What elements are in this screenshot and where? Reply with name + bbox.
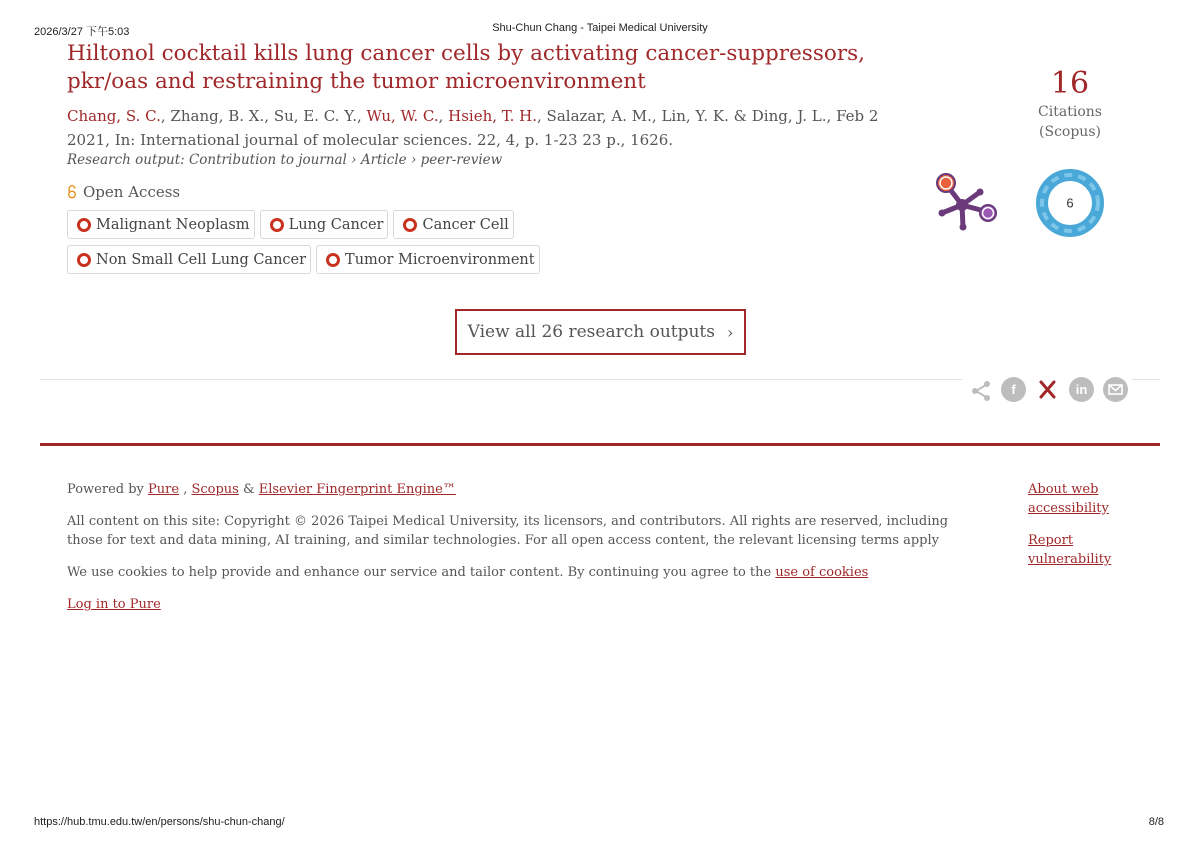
author-name: Su, E. C. Y. [273, 107, 357, 125]
print-url: https://hub.tmu.edu.tw/en/persons/shu-chun-chang/ [34, 816, 285, 828]
separator: , [179, 482, 192, 497]
author-separator: , [438, 107, 449, 125]
research-output-type: Research output: Contribution to journal › Article › peer-review [67, 152, 503, 168]
keyword-ring-icon [76, 252, 92, 268]
chevron-right-icon: › [726, 322, 734, 342]
facebook-icon[interactable]: f [1001, 377, 1026, 402]
keyword-ring-icon [402, 217, 418, 233]
keyword-label: Malignant Neoplasm [96, 216, 250, 233]
copyright-notice: All content on this site: Copyright © 2026 Taipei Medical University, its licensors, and contributors. All rights are reserved, including those for text and data mining, AI training, and similar technologies. For all open access content, the relevant licensing terms apply [67, 514, 949, 548]
fingerprint-link[interactable]: Elsevier Fingerprint Engine™ [258, 482, 456, 497]
citation-count-block[interactable] [1030, 66, 1110, 142]
fingerprint-keywords [67, 210, 727, 274]
citation-count: 16 [1050, 66, 1090, 101]
pure-link[interactable]: Pure [148, 482, 180, 497]
keyword-chip[interactable] [316, 245, 540, 274]
login-link[interactable]: Log in to Pure [67, 597, 161, 612]
open-access-label: Open Access [83, 183, 181, 201]
keyword-ring-icon [76, 217, 92, 233]
author-link[interactable]: Wu, W. C. [366, 107, 439, 125]
author-separator: , [160, 107, 171, 125]
footer-divider [40, 443, 1160, 446]
x-icon[interactable] [1035, 377, 1060, 402]
print-page-title: Shu-Chun Chang - Taipei Medical University [492, 22, 708, 34]
keyword-label: Lung Cancer [288, 216, 384, 233]
citation-source: (Scopus) [1039, 124, 1101, 140]
keyword-label: Cancer Cell [422, 216, 509, 233]
keyword-label: Tumor Microenvironment [345, 251, 535, 268]
author-separator: , [357, 107, 367, 125]
keyword-ring-icon [325, 252, 341, 268]
author-link[interactable]: Chang, S. C. [67, 107, 161, 125]
linkedin-icon[interactable]: in [1069, 377, 1094, 402]
author-name: Zhang, B. X. [170, 107, 265, 125]
author-link[interactable]: Hsieh, T. H. [448, 107, 537, 125]
divider [1132, 379, 1160, 380]
citation-details: , Feb 2 2021, In: International journal of molecular sciences. 22, 4, p. 1-23 23 p., 1626. [67, 107, 879, 149]
powered-by [67, 480, 456, 499]
author-name: Salazar, A. M. [546, 107, 652, 125]
divider [40, 379, 962, 380]
powered-by-prefix: Powered by [67, 482, 149, 497]
author-separator: , [264, 107, 274, 125]
print-page-number: 8/8 [1148, 816, 1164, 828]
scopus-link[interactable]: Scopus [191, 482, 239, 497]
cookie-notice [67, 563, 868, 582]
publication-title[interactable]: Hiltonol cocktail kills lung cancer cells by activating cancer-suppressors, pkr/oas and restraining the tumor microenvironment [67, 41, 865, 94]
altmetric-donut-icon[interactable] [1034, 167, 1106, 239]
cookie-text: We use cookies to help provide and enhance our service and tailor content. By continuing you agree to the [67, 565, 776, 580]
citation-label: Citations [1038, 104, 1102, 120]
author-separator: & [728, 107, 752, 125]
cookies-link[interactable]: use of cookies [775, 565, 869, 580]
open-access-badge [67, 183, 180, 201]
print-datetime: 2026/3/27 下午5:03 [34, 26, 130, 38]
author-name: Ding, J. L. [751, 107, 827, 125]
email-icon[interactable] [1103, 377, 1128, 402]
keyword-label: Non Small Cell Lung Cancer [96, 251, 307, 268]
plumx-icon[interactable] [932, 170, 1002, 232]
keyword-ring-icon [269, 217, 285, 233]
view-all-outputs-button[interactable] [455, 309, 746, 355]
author-separator: , [651, 107, 662, 125]
keyword-chip[interactable] [393, 210, 513, 239]
altmetric-score: 6 [1066, 195, 1074, 211]
login-row [67, 595, 161, 614]
view-all-label: View all 26 research outputs [467, 322, 715, 342]
footer-links [1028, 480, 1128, 582]
keyword-chip[interactable] [260, 210, 389, 239]
separator: & [238, 482, 259, 497]
author-name: Lin, Y. K. [661, 107, 729, 125]
keyword-chip[interactable] [67, 210, 255, 239]
author-separator: , [537, 107, 547, 125]
author-list [67, 104, 897, 152]
keyword-chip[interactable] [67, 245, 311, 274]
open-access-icon [67, 185, 77, 199]
report-vulnerability-link[interactable]: Report vulnerability [1028, 533, 1112, 567]
accessibility-link[interactable]: About web accessibility [1028, 482, 1109, 516]
share-bar [970, 377, 1128, 402]
share-icon[interactable] [970, 379, 992, 401]
